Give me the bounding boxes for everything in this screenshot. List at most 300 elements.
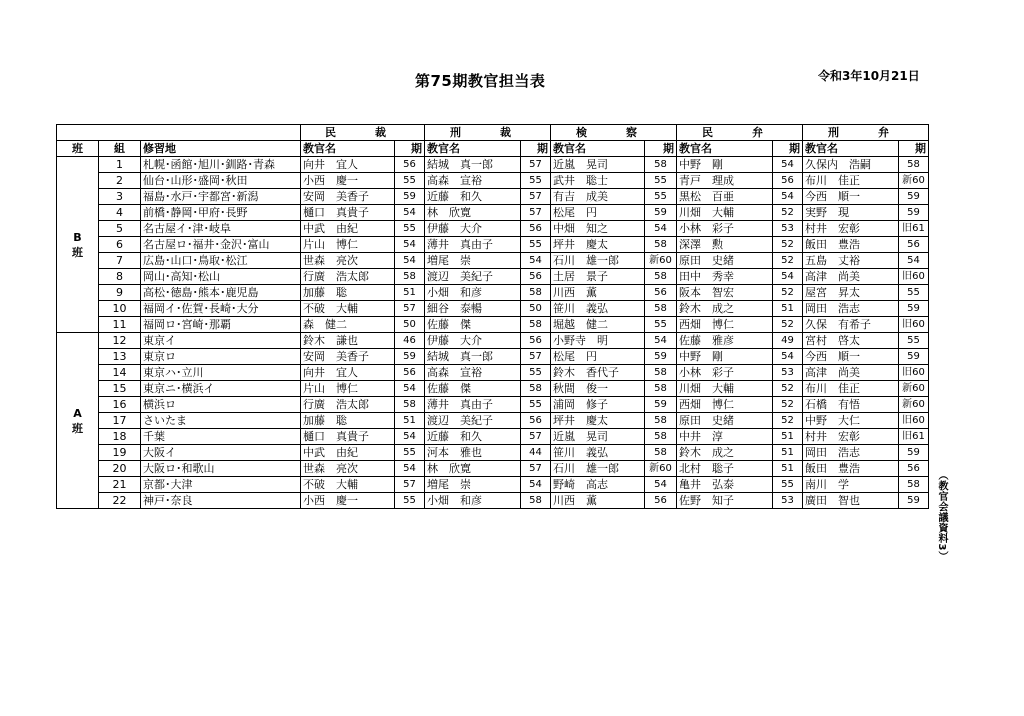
document-date: 令和3年10月21日 (818, 69, 920, 83)
minsai-ki-cell: 46 (395, 333, 425, 349)
side-note: （教官会議資料3） (936, 470, 947, 562)
place-cell: 神戸･奈良 (141, 493, 301, 509)
minsai-ki-cell: 59 (395, 349, 425, 365)
minben-kyokan-cell: 深澤 勲 (677, 237, 773, 253)
header-kyokan: 教官名 (551, 141, 645, 157)
minsai-kyokan-cell: 不破 大輔 (301, 301, 395, 317)
minsai-kyokan-cell: 世森 亮次 (301, 253, 395, 269)
keiben-kyokan-cell: 今西 順一 (803, 349, 899, 365)
minsai-kyokan-cell: 鈴木 謙也 (301, 333, 395, 349)
minsai-ki-cell: 54 (395, 429, 425, 445)
keisai-ki-cell: 56 (521, 269, 551, 285)
kumi-cell: 12 (99, 333, 141, 349)
keisai-ki-cell: 58 (521, 285, 551, 301)
keiben-kyokan-cell: 岡田 浩志 (803, 445, 899, 461)
minben-kyokan-cell: 中野 剛 (677, 349, 773, 365)
minsai-ki-cell: 54 (395, 205, 425, 221)
minben-kyokan-cell: 北村 聡子 (677, 461, 773, 477)
minben-ki-cell: 54 (773, 349, 803, 365)
blank-header-cell (57, 125, 301, 141)
keiben-kyokan-cell: 久保内 浩嗣 (803, 157, 899, 173)
keisai-kyokan-cell: 近藤 和久 (425, 429, 521, 445)
kensatsu-ki-cell: 55 (645, 173, 677, 189)
kumi-cell: 6 (99, 237, 141, 253)
kumi-cell: 3 (99, 189, 141, 205)
place-cell: 高松･徳島･熊本･鹿児島 (141, 285, 301, 301)
place-cell: 東京イ (141, 333, 301, 349)
keisai-kyokan-cell: 佐藤 傑 (425, 381, 521, 397)
minben-kyokan-cell: 原田 史緒 (677, 413, 773, 429)
table-row (57, 477, 929, 493)
table-row (57, 365, 929, 381)
place-cell: 横浜ロ (141, 397, 301, 413)
kensatsu-ki-cell: 55 (645, 317, 677, 333)
minben-ki-cell: 52 (773, 381, 803, 397)
minben-ki-cell: 53 (773, 365, 803, 381)
minben-ki-cell: 52 (773, 237, 803, 253)
kensatsu-kyokan-cell: 鈴木 香代子 (551, 365, 645, 381)
minsai-kyokan-cell: 世森 亮次 (301, 461, 395, 477)
table-row (57, 349, 929, 365)
kensatsu-kyokan-cell: 石川 雄一郎 (551, 253, 645, 269)
header-ki: 期 (395, 141, 425, 157)
keiben-ki-cell: 56 (899, 237, 929, 253)
keiben-kyokan-cell: 石橋 有悟 (803, 397, 899, 413)
place-cell: 岡山･高知･松山 (141, 269, 301, 285)
minben-ki-cell: 49 (773, 333, 803, 349)
minben-ki-cell: 53 (773, 493, 803, 509)
minsai-kyokan-cell: 安岡 美香子 (301, 189, 395, 205)
minsai-kyokan-cell: 中武 由紀 (301, 445, 395, 461)
minben-kyokan-cell: 田中 秀幸 (677, 269, 773, 285)
keisai-ki-cell: 55 (521, 365, 551, 381)
minsai-kyokan-cell: 加藤 聡 (301, 413, 395, 429)
keiben-ki-cell: 旧61 (899, 429, 929, 445)
minsai-ki-cell: 51 (395, 285, 425, 301)
minsai-ki-cell: 54 (395, 253, 425, 269)
kumi-cell: 16 (99, 397, 141, 413)
keiben-kyokan-cell: 中野 大仁 (803, 413, 899, 429)
kensatsu-kyokan-cell: 小野寺 明 (551, 333, 645, 349)
minben-ki-cell: 55 (773, 477, 803, 493)
minsai-kyokan-cell: 安岡 美香子 (301, 349, 395, 365)
keiben-ki-cell: 54 (899, 253, 929, 269)
place-cell: さいたま (141, 413, 301, 429)
keiben-ki-cell: 59 (899, 445, 929, 461)
minben-kyokan-cell: 鈴木 成之 (677, 445, 773, 461)
section-header: 刑 弁 (803, 125, 929, 141)
keiben-ki-cell: 旧60 (899, 317, 929, 333)
kensatsu-ki-cell: 59 (645, 349, 677, 365)
minben-ki-cell: 54 (773, 157, 803, 173)
place-cell: 仙台･山形･盛岡･秋田 (141, 173, 301, 189)
kensatsu-kyokan-cell: 笹川 義弘 (551, 301, 645, 317)
minben-kyokan-cell: 西畑 博仁 (677, 397, 773, 413)
group-label: A 班 (57, 333, 99, 509)
kensatsu-kyokan-cell: 浦岡 修子 (551, 397, 645, 413)
kumi-cell: 19 (99, 445, 141, 461)
table-row (57, 413, 929, 429)
keisai-kyokan-cell: 小畑 和彦 (425, 493, 521, 509)
kensatsu-ki-cell: 54 (645, 477, 677, 493)
kensatsu-ki-cell: 56 (645, 493, 677, 509)
header-place: 修習地 (141, 141, 301, 157)
minben-kyokan-cell: 鈴木 成之 (677, 301, 773, 317)
keisai-kyokan-cell: 伊藤 大介 (425, 221, 521, 237)
keisai-kyokan-cell: 近藤 和久 (425, 189, 521, 205)
keiben-ki-cell: 旧60 (899, 269, 929, 285)
place-cell: 福岡イ･佐賀･長崎･大分 (141, 301, 301, 317)
minsai-kyokan-cell: 片山 博仁 (301, 381, 395, 397)
keisai-ki-cell: 56 (521, 221, 551, 237)
place-cell: 広島･山口･鳥取･松江 (141, 253, 301, 269)
keisai-kyokan-cell: 増尾 崇 (425, 477, 521, 493)
kensatsu-ki-cell: 58 (645, 301, 677, 317)
minben-ki-cell: 52 (773, 397, 803, 413)
kumi-cell: 4 (99, 205, 141, 221)
header-ki: 期 (773, 141, 803, 157)
keisai-ki-cell: 58 (521, 493, 551, 509)
place-cell: 名古屋ロ･福井･金沢･富山 (141, 237, 301, 253)
kensatsu-ki-cell: 58 (645, 157, 677, 173)
kumi-cell: 15 (99, 381, 141, 397)
keisai-ki-cell: 50 (521, 301, 551, 317)
keiben-kyokan-cell: 南川 学 (803, 477, 899, 493)
kensatsu-kyokan-cell: 松尾 円 (551, 205, 645, 221)
minsai-ki-cell: 50 (395, 317, 425, 333)
keisai-ki-cell: 57 (521, 189, 551, 205)
keisai-ki-cell: 57 (521, 157, 551, 173)
minben-kyokan-cell: 中井 淳 (677, 429, 773, 445)
minsai-kyokan-cell: 向井 宜人 (301, 365, 395, 381)
keisai-kyokan-cell: 薄井 真由子 (425, 237, 521, 253)
keisai-ki-cell: 57 (521, 461, 551, 477)
keiben-ki-cell: 59 (899, 301, 929, 317)
keiben-ki-cell: 59 (899, 493, 929, 509)
keiben-kyokan-cell: 岡田 浩志 (803, 301, 899, 317)
keiben-kyokan-cell: 実野 現 (803, 205, 899, 221)
minben-ki-cell: 51 (773, 461, 803, 477)
kensatsu-ki-cell: 新60 (645, 461, 677, 477)
table-row (57, 205, 929, 221)
keisai-kyokan-cell: 渡辺 美紀子 (425, 413, 521, 429)
minben-ki-cell: 52 (773, 413, 803, 429)
section-header-row (57, 125, 929, 141)
minsai-ki-cell: 56 (395, 157, 425, 173)
kensatsu-kyokan-cell: 武井 聡士 (551, 173, 645, 189)
minsai-kyokan-cell: 行廣 浩太郎 (301, 397, 395, 413)
minben-kyokan-cell: 川畑 大輔 (677, 381, 773, 397)
header-kyokan: 教官名 (803, 141, 899, 157)
keiben-ki-cell: 55 (899, 285, 929, 301)
kensatsu-ki-cell: 59 (645, 397, 677, 413)
minsai-kyokan-cell: 樋口 真貴子 (301, 429, 395, 445)
keisai-kyokan-cell: 伊藤 大介 (425, 333, 521, 349)
kensatsu-ki-cell: 58 (645, 365, 677, 381)
keisai-ki-cell: 58 (521, 317, 551, 333)
table-row (57, 253, 929, 269)
minben-kyokan-cell: 川畑 大輔 (677, 205, 773, 221)
minsai-ki-cell: 54 (395, 237, 425, 253)
kensatsu-ki-cell: 55 (645, 189, 677, 205)
kumi-cell: 10 (99, 301, 141, 317)
kensatsu-ki-cell: 58 (645, 269, 677, 285)
minben-kyokan-cell: 原田 史緒 (677, 253, 773, 269)
keiben-kyokan-cell: 廣田 智也 (803, 493, 899, 509)
keisai-kyokan-cell: 河本 雅也 (425, 445, 521, 461)
keiben-ki-cell: 58 (899, 157, 929, 173)
place-cell: 東京ハ･立川 (141, 365, 301, 381)
kumi-cell: 14 (99, 365, 141, 381)
table-row (57, 317, 929, 333)
keisai-kyokan-cell: 佐藤 傑 (425, 317, 521, 333)
page-title: 第75期教官担当表 (415, 72, 546, 90)
keisai-kyokan-cell: 高森 宣裕 (425, 365, 521, 381)
kensatsu-ki-cell: 新60 (645, 253, 677, 269)
kumi-cell: 5 (99, 221, 141, 237)
minben-ki-cell: 52 (773, 317, 803, 333)
kensatsu-kyokan-cell: 石川 雄一郎 (551, 461, 645, 477)
minsai-kyokan-cell: 森 健二 (301, 317, 395, 333)
table-row (57, 301, 929, 317)
minsai-kyokan-cell: 中武 由紀 (301, 221, 395, 237)
kensatsu-ki-cell: 58 (645, 237, 677, 253)
table-row (57, 173, 929, 189)
keisai-kyokan-cell: 高森 宣裕 (425, 173, 521, 189)
minben-kyokan-cell: 西畑 博仁 (677, 317, 773, 333)
kensatsu-ki-cell: 54 (645, 333, 677, 349)
minsai-ki-cell: 56 (395, 365, 425, 381)
keisai-ki-cell: 55 (521, 173, 551, 189)
header-ki: 期 (645, 141, 677, 157)
keiben-ki-cell: 旧60 (899, 365, 929, 381)
table-row (57, 445, 929, 461)
keiben-ki-cell: 58 (899, 477, 929, 493)
minsai-kyokan-cell: 行廣 浩太郎 (301, 269, 395, 285)
kensatsu-kyokan-cell: 松尾 円 (551, 349, 645, 365)
keiben-kyokan-cell: 高津 尚美 (803, 365, 899, 381)
minsai-ki-cell: 57 (395, 477, 425, 493)
minben-ki-cell: 56 (773, 173, 803, 189)
header-ki: 期 (521, 141, 551, 157)
table-row (57, 189, 929, 205)
kensatsu-ki-cell: 58 (645, 445, 677, 461)
minben-kyokan-cell: 青戸 理成 (677, 173, 773, 189)
keisai-ki-cell: 44 (521, 445, 551, 461)
keiben-kyokan-cell: 布川 佳正 (803, 173, 899, 189)
group-label: B 班 (57, 157, 99, 333)
kumi-cell: 7 (99, 253, 141, 269)
kumi-cell: 2 (99, 173, 141, 189)
minsai-ki-cell: 59 (395, 189, 425, 205)
keiben-kyokan-cell: 村井 宏彰 (803, 429, 899, 445)
kensatsu-kyokan-cell: 土居 景子 (551, 269, 645, 285)
table-row (57, 157, 929, 173)
minben-ki-cell: 51 (773, 429, 803, 445)
table-row (57, 381, 929, 397)
minben-kyokan-cell: 阪本 智宏 (677, 285, 773, 301)
keiben-ki-cell: 59 (899, 349, 929, 365)
minsai-ki-cell: 54 (395, 381, 425, 397)
table-row (57, 269, 929, 285)
kensatsu-ki-cell: 59 (645, 205, 677, 221)
place-cell: 東京ロ (141, 349, 301, 365)
keisai-ki-cell: 57 (521, 429, 551, 445)
kensatsu-kyokan-cell: 坪井 慶太 (551, 413, 645, 429)
keisai-kyokan-cell: 結城 真一郎 (425, 349, 521, 365)
minsai-ki-cell: 55 (395, 493, 425, 509)
minben-kyokan-cell: 小林 彩子 (677, 365, 773, 381)
keiben-kyokan-cell: 布川 佳正 (803, 381, 899, 397)
minben-ki-cell: 52 (773, 205, 803, 221)
keiben-ki-cell: 59 (899, 189, 929, 205)
minsai-kyokan-cell: 片山 博仁 (301, 237, 395, 253)
kumi-cell: 8 (99, 269, 141, 285)
keisai-ki-cell: 54 (521, 477, 551, 493)
kensatsu-kyokan-cell: 川西 薫 (551, 285, 645, 301)
keiben-ki-cell: 新60 (899, 381, 929, 397)
place-cell: 東京ニ･横浜イ (141, 381, 301, 397)
kumi-cell: 13 (99, 349, 141, 365)
keiben-ki-cell: 新60 (899, 173, 929, 189)
keiben-kyokan-cell: 今西 順一 (803, 189, 899, 205)
kensatsu-ki-cell: 54 (645, 221, 677, 237)
header-han: 班 (57, 141, 99, 157)
kensatsu-kyokan-cell: 川西 薫 (551, 493, 645, 509)
keiben-kyokan-cell: 高津 尚美 (803, 269, 899, 285)
keisai-kyokan-cell: 薄井 真由子 (425, 397, 521, 413)
section-header: 民 裁 (301, 125, 425, 141)
kensatsu-kyokan-cell: 堀越 健二 (551, 317, 645, 333)
kensatsu-kyokan-cell: 野崎 高志 (551, 477, 645, 493)
minben-kyokan-cell: 黒松 百亜 (677, 189, 773, 205)
minsai-kyokan-cell: 不破 大輔 (301, 477, 395, 493)
minsai-ki-cell: 57 (395, 301, 425, 317)
table-row (57, 397, 929, 413)
kumi-cell: 22 (99, 493, 141, 509)
keiben-ki-cell: 55 (899, 333, 929, 349)
kensatsu-kyokan-cell: 秋間 俊一 (551, 381, 645, 397)
kumi-cell: 21 (99, 477, 141, 493)
instructor-roster-table (56, 124, 929, 509)
minben-ki-cell: 51 (773, 445, 803, 461)
minsai-ki-cell: 55 (395, 445, 425, 461)
keisai-ki-cell: 58 (521, 381, 551, 397)
minsai-ki-cell: 51 (395, 413, 425, 429)
kensatsu-ki-cell: 58 (645, 429, 677, 445)
kumi-cell: 11 (99, 317, 141, 333)
keisai-ki-cell: 54 (521, 253, 551, 269)
column-header-row (57, 141, 929, 157)
table-row (57, 429, 929, 445)
minsai-ki-cell: 58 (395, 397, 425, 413)
kensatsu-kyokan-cell: 近嵐 晃司 (551, 429, 645, 445)
keisai-ki-cell: 56 (521, 413, 551, 429)
kumi-cell: 9 (99, 285, 141, 301)
keiben-ki-cell: 59 (899, 205, 929, 221)
keiben-kyokan-cell: 屋宮 昇太 (803, 285, 899, 301)
table-row (57, 221, 929, 237)
keiben-kyokan-cell: 飯田 豊浩 (803, 237, 899, 253)
keiben-ki-cell: 旧61 (899, 221, 929, 237)
place-cell: 福岡ロ･宮崎･那覇 (141, 317, 301, 333)
minben-ki-cell: 52 (773, 285, 803, 301)
keisai-kyokan-cell: 細谷 泰暢 (425, 301, 521, 317)
place-cell: 京都･大津 (141, 477, 301, 493)
table-row (57, 285, 929, 301)
minben-kyokan-cell: 亀井 弘泰 (677, 477, 773, 493)
minben-ki-cell: 51 (773, 301, 803, 317)
section-header: 民 弁 (677, 125, 803, 141)
keisai-ki-cell: 56 (521, 333, 551, 349)
minben-kyokan-cell: 佐野 知子 (677, 493, 773, 509)
keiben-kyokan-cell: 飯田 豊浩 (803, 461, 899, 477)
minsai-kyokan-cell: 樋口 真貴子 (301, 205, 395, 221)
keiben-kyokan-cell: 村井 宏彰 (803, 221, 899, 237)
table-row (57, 237, 929, 253)
header-kumi: 組 (99, 141, 141, 157)
kensatsu-kyokan-cell: 中畑 知之 (551, 221, 645, 237)
section-header: 刑 裁 (425, 125, 551, 141)
minsai-ki-cell: 58 (395, 269, 425, 285)
minsai-kyokan-cell: 小西 慶一 (301, 493, 395, 509)
keiben-kyokan-cell: 久保 有希子 (803, 317, 899, 333)
table-row (57, 461, 929, 477)
keiben-ki-cell: 旧60 (899, 413, 929, 429)
minben-kyokan-cell: 小林 彩子 (677, 221, 773, 237)
minben-ki-cell: 54 (773, 269, 803, 285)
header-ki: 期 (899, 141, 929, 157)
keisai-kyokan-cell: 結城 真一郎 (425, 157, 521, 173)
header-kyokan: 教官名 (301, 141, 395, 157)
minsai-kyokan-cell: 向井 宜人 (301, 157, 395, 173)
kensatsu-ki-cell: 58 (645, 413, 677, 429)
kensatsu-ki-cell: 58 (645, 381, 677, 397)
kensatsu-ki-cell: 56 (645, 285, 677, 301)
keisai-ki-cell: 55 (521, 397, 551, 413)
keiben-kyokan-cell: 宮村 啓太 (803, 333, 899, 349)
minben-ki-cell: 54 (773, 189, 803, 205)
keiben-ki-cell: 56 (899, 461, 929, 477)
header-kyokan: 教官名 (425, 141, 521, 157)
keisai-kyokan-cell: 林 欣寛 (425, 461, 521, 477)
kumi-cell: 18 (99, 429, 141, 445)
minsai-ki-cell: 55 (395, 221, 425, 237)
kensatsu-kyokan-cell: 坪井 慶太 (551, 237, 645, 253)
keisai-kyokan-cell: 渡辺 美紀子 (425, 269, 521, 285)
kumi-cell: 20 (99, 461, 141, 477)
kensatsu-kyokan-cell: 笹川 義弘 (551, 445, 645, 461)
minben-kyokan-cell: 佐藤 雅彦 (677, 333, 773, 349)
keisai-kyokan-cell: 小畑 和彦 (425, 285, 521, 301)
place-cell: 大阪イ (141, 445, 301, 461)
header-kyokan: 教官名 (677, 141, 773, 157)
minben-ki-cell: 52 (773, 253, 803, 269)
place-cell: 福島･水戸･宇都宮･新潟 (141, 189, 301, 205)
minsai-kyokan-cell: 小西 慶一 (301, 173, 395, 189)
minsai-ki-cell: 55 (395, 173, 425, 189)
keisai-kyokan-cell: 林 欣寛 (425, 205, 521, 221)
keisai-ki-cell: 57 (521, 205, 551, 221)
place-cell: 千葉 (141, 429, 301, 445)
table-row (57, 493, 929, 509)
keisai-ki-cell: 57 (521, 349, 551, 365)
keisai-ki-cell: 55 (521, 237, 551, 253)
place-cell: 大阪ロ･和歌山 (141, 461, 301, 477)
minsai-kyokan-cell: 加藤 聡 (301, 285, 395, 301)
minben-kyokan-cell: 中野 剛 (677, 157, 773, 173)
minsai-ki-cell: 54 (395, 461, 425, 477)
